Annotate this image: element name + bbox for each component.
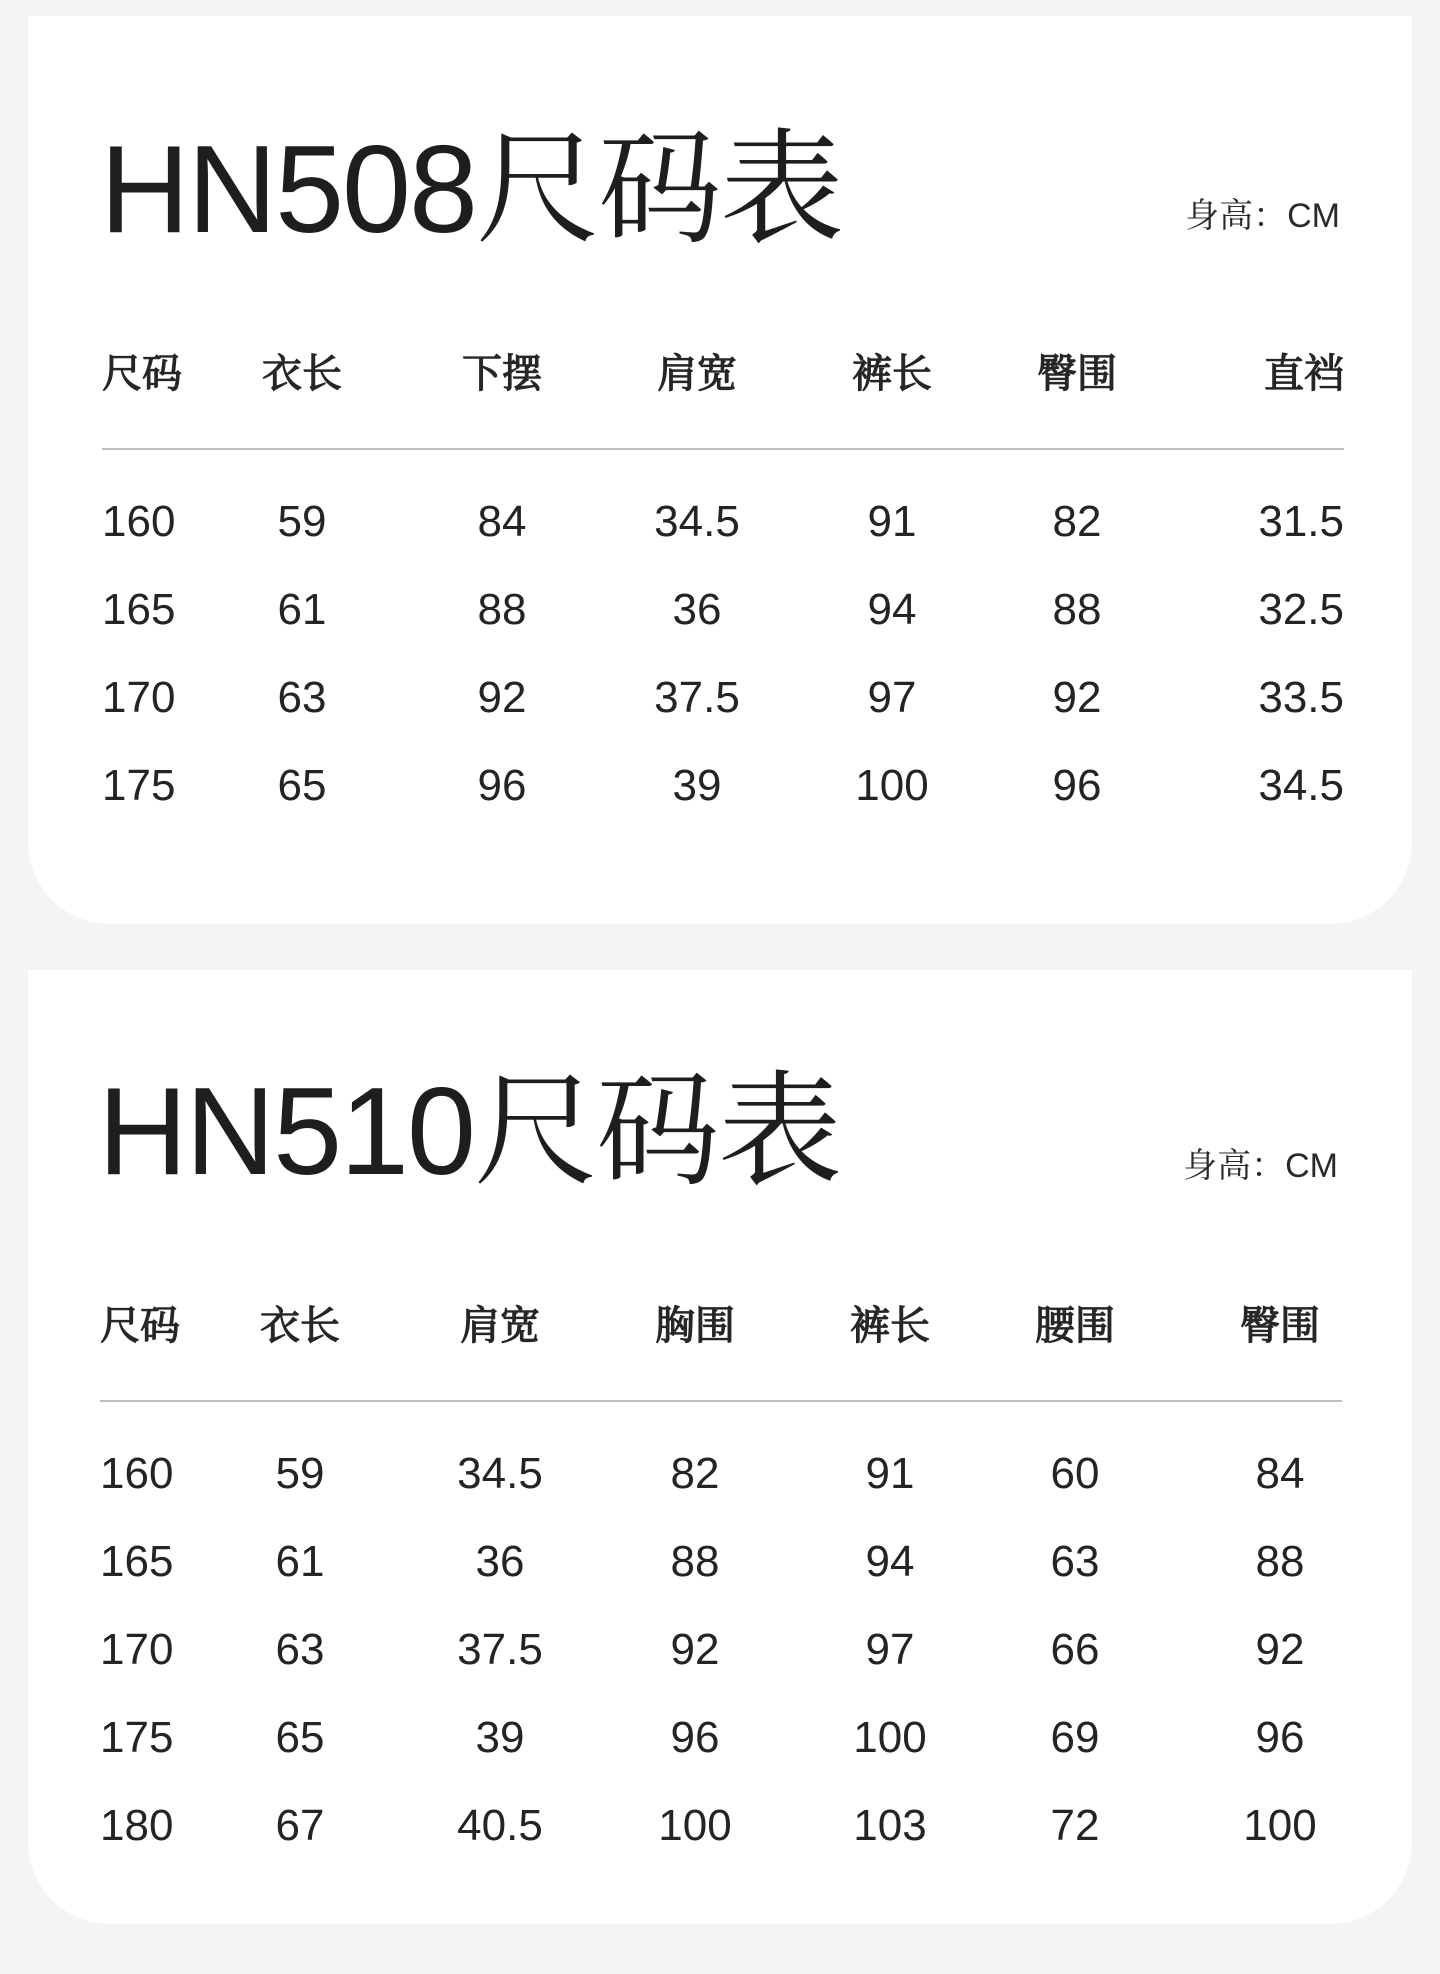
table-cell: 94 [865,1537,915,1586]
column-header: 胸围 [655,1304,735,1348]
table-cell: 100 [853,1713,927,1762]
table-row [102,654,1344,742]
table-cell: 37.5 [457,1625,543,1674]
table-cell: 165 [100,1537,174,1586]
table-cell: 65 [277,761,327,810]
table-cell: 88 [1052,585,1102,634]
table-row [100,1694,1342,1782]
table-cell: 91 [865,1449,915,1498]
table-cell: 96 [1255,1713,1305,1762]
table-cell: 65 [275,1713,325,1762]
table-cell: 100 [1243,1801,1317,1850]
column-header: 直裆 [1264,352,1344,396]
table-cell: 91 [867,497,917,546]
table-cell: 60 [1050,1449,1100,1498]
table-cell: 170 [102,673,176,722]
column-header: 尺码 [102,352,182,396]
table-cell: 72 [1050,1801,1100,1850]
size-chart-card-hn510 [28,970,1412,1924]
table-cell: 34.5 [654,497,740,546]
table-cell: 97 [865,1625,915,1674]
table-cell: 59 [275,1449,325,1498]
table-cell: 92 [1255,1625,1305,1674]
table-cell: 92 [1052,673,1102,722]
page-title: HN508尺码表 [100,121,842,259]
table-cell: 94 [867,585,917,634]
table-cell: 170 [100,1625,174,1674]
size-table [100,1282,1342,1870]
table-cell: 39 [672,761,722,810]
table-cell: 61 [275,1537,325,1586]
table-cell: 96 [670,1713,720,1762]
table-row [102,478,1344,566]
table-cell: 160 [100,1449,174,1498]
table-cell: 92 [477,673,527,722]
table-cell: 175 [102,761,176,810]
table-cell: 67 [275,1801,325,1850]
header-divider [102,448,1344,450]
table-cell: 88 [670,1537,720,1586]
table-cell: 36 [672,585,722,634]
table-cell: 88 [1255,1537,1305,1586]
table-cell: 37.5 [654,673,740,722]
unit-label: 身高：CM [1183,1147,1338,1185]
table-cell: 88 [477,585,527,634]
column-header: 下摆 [462,352,542,396]
table-cell: 63 [277,673,327,722]
unit-label: 身高：CM [1185,197,1340,235]
column-header: 肩宽 [657,352,737,396]
column-header: 衣长 [262,352,342,396]
table-cell: 100 [855,761,929,810]
column-header: 尺码 [100,1304,180,1348]
table-cell: 96 [1052,761,1102,810]
column-header: 裤长 [852,352,932,396]
table-row [100,1518,1342,1606]
table-cell: 92 [670,1625,720,1674]
table-cell: 34.5 [1258,761,1344,810]
column-header: 裤长 [850,1304,930,1348]
column-header: 腰围 [1035,1304,1115,1348]
table-header-row [100,1282,1342,1370]
table-cell: 160 [102,497,176,546]
table-cell: 33.5 [1258,673,1344,722]
table-cell: 59 [277,497,327,546]
table-cell: 97 [867,673,917,722]
table-cell: 82 [670,1449,720,1498]
table-cell: 32.5 [1258,585,1344,634]
table-cell: 63 [1050,1537,1100,1586]
table-cell: 84 [477,497,527,546]
header-divider [100,1400,1342,1402]
table-cell: 165 [102,585,176,634]
column-header: 臀围 [1037,352,1117,396]
column-header: 衣长 [260,1304,340,1348]
table-cell: 84 [1255,1449,1305,1498]
table-cell: 103 [853,1801,927,1850]
table-cell: 36 [475,1537,525,1586]
table-cell: 61 [277,585,327,634]
table-row [102,566,1344,654]
table-row [100,1782,1342,1870]
table-cell: 180 [100,1801,174,1850]
table-cell: 34.5 [457,1449,543,1498]
page-title: HN510尺码表 [98,1063,840,1201]
table-cell: 82 [1052,497,1102,546]
table-row [102,742,1344,830]
table-cell: 66 [1050,1625,1100,1674]
table-row [100,1606,1342,1694]
size-chart-card-hn508 [28,16,1412,924]
table-cell: 40.5 [457,1801,543,1850]
table-cell: 69 [1050,1713,1100,1762]
table-cell: 96 [477,761,527,810]
size-table [102,330,1344,830]
column-header: 肩宽 [460,1304,540,1348]
table-cell: 39 [475,1713,525,1762]
table-row [100,1430,1342,1518]
table-cell: 63 [275,1625,325,1674]
column-header: 臀围 [1240,1304,1320,1348]
table-header-row [102,330,1344,418]
table-cell: 175 [100,1713,174,1762]
table-cell: 31.5 [1258,497,1344,546]
table-cell: 100 [658,1801,732,1850]
